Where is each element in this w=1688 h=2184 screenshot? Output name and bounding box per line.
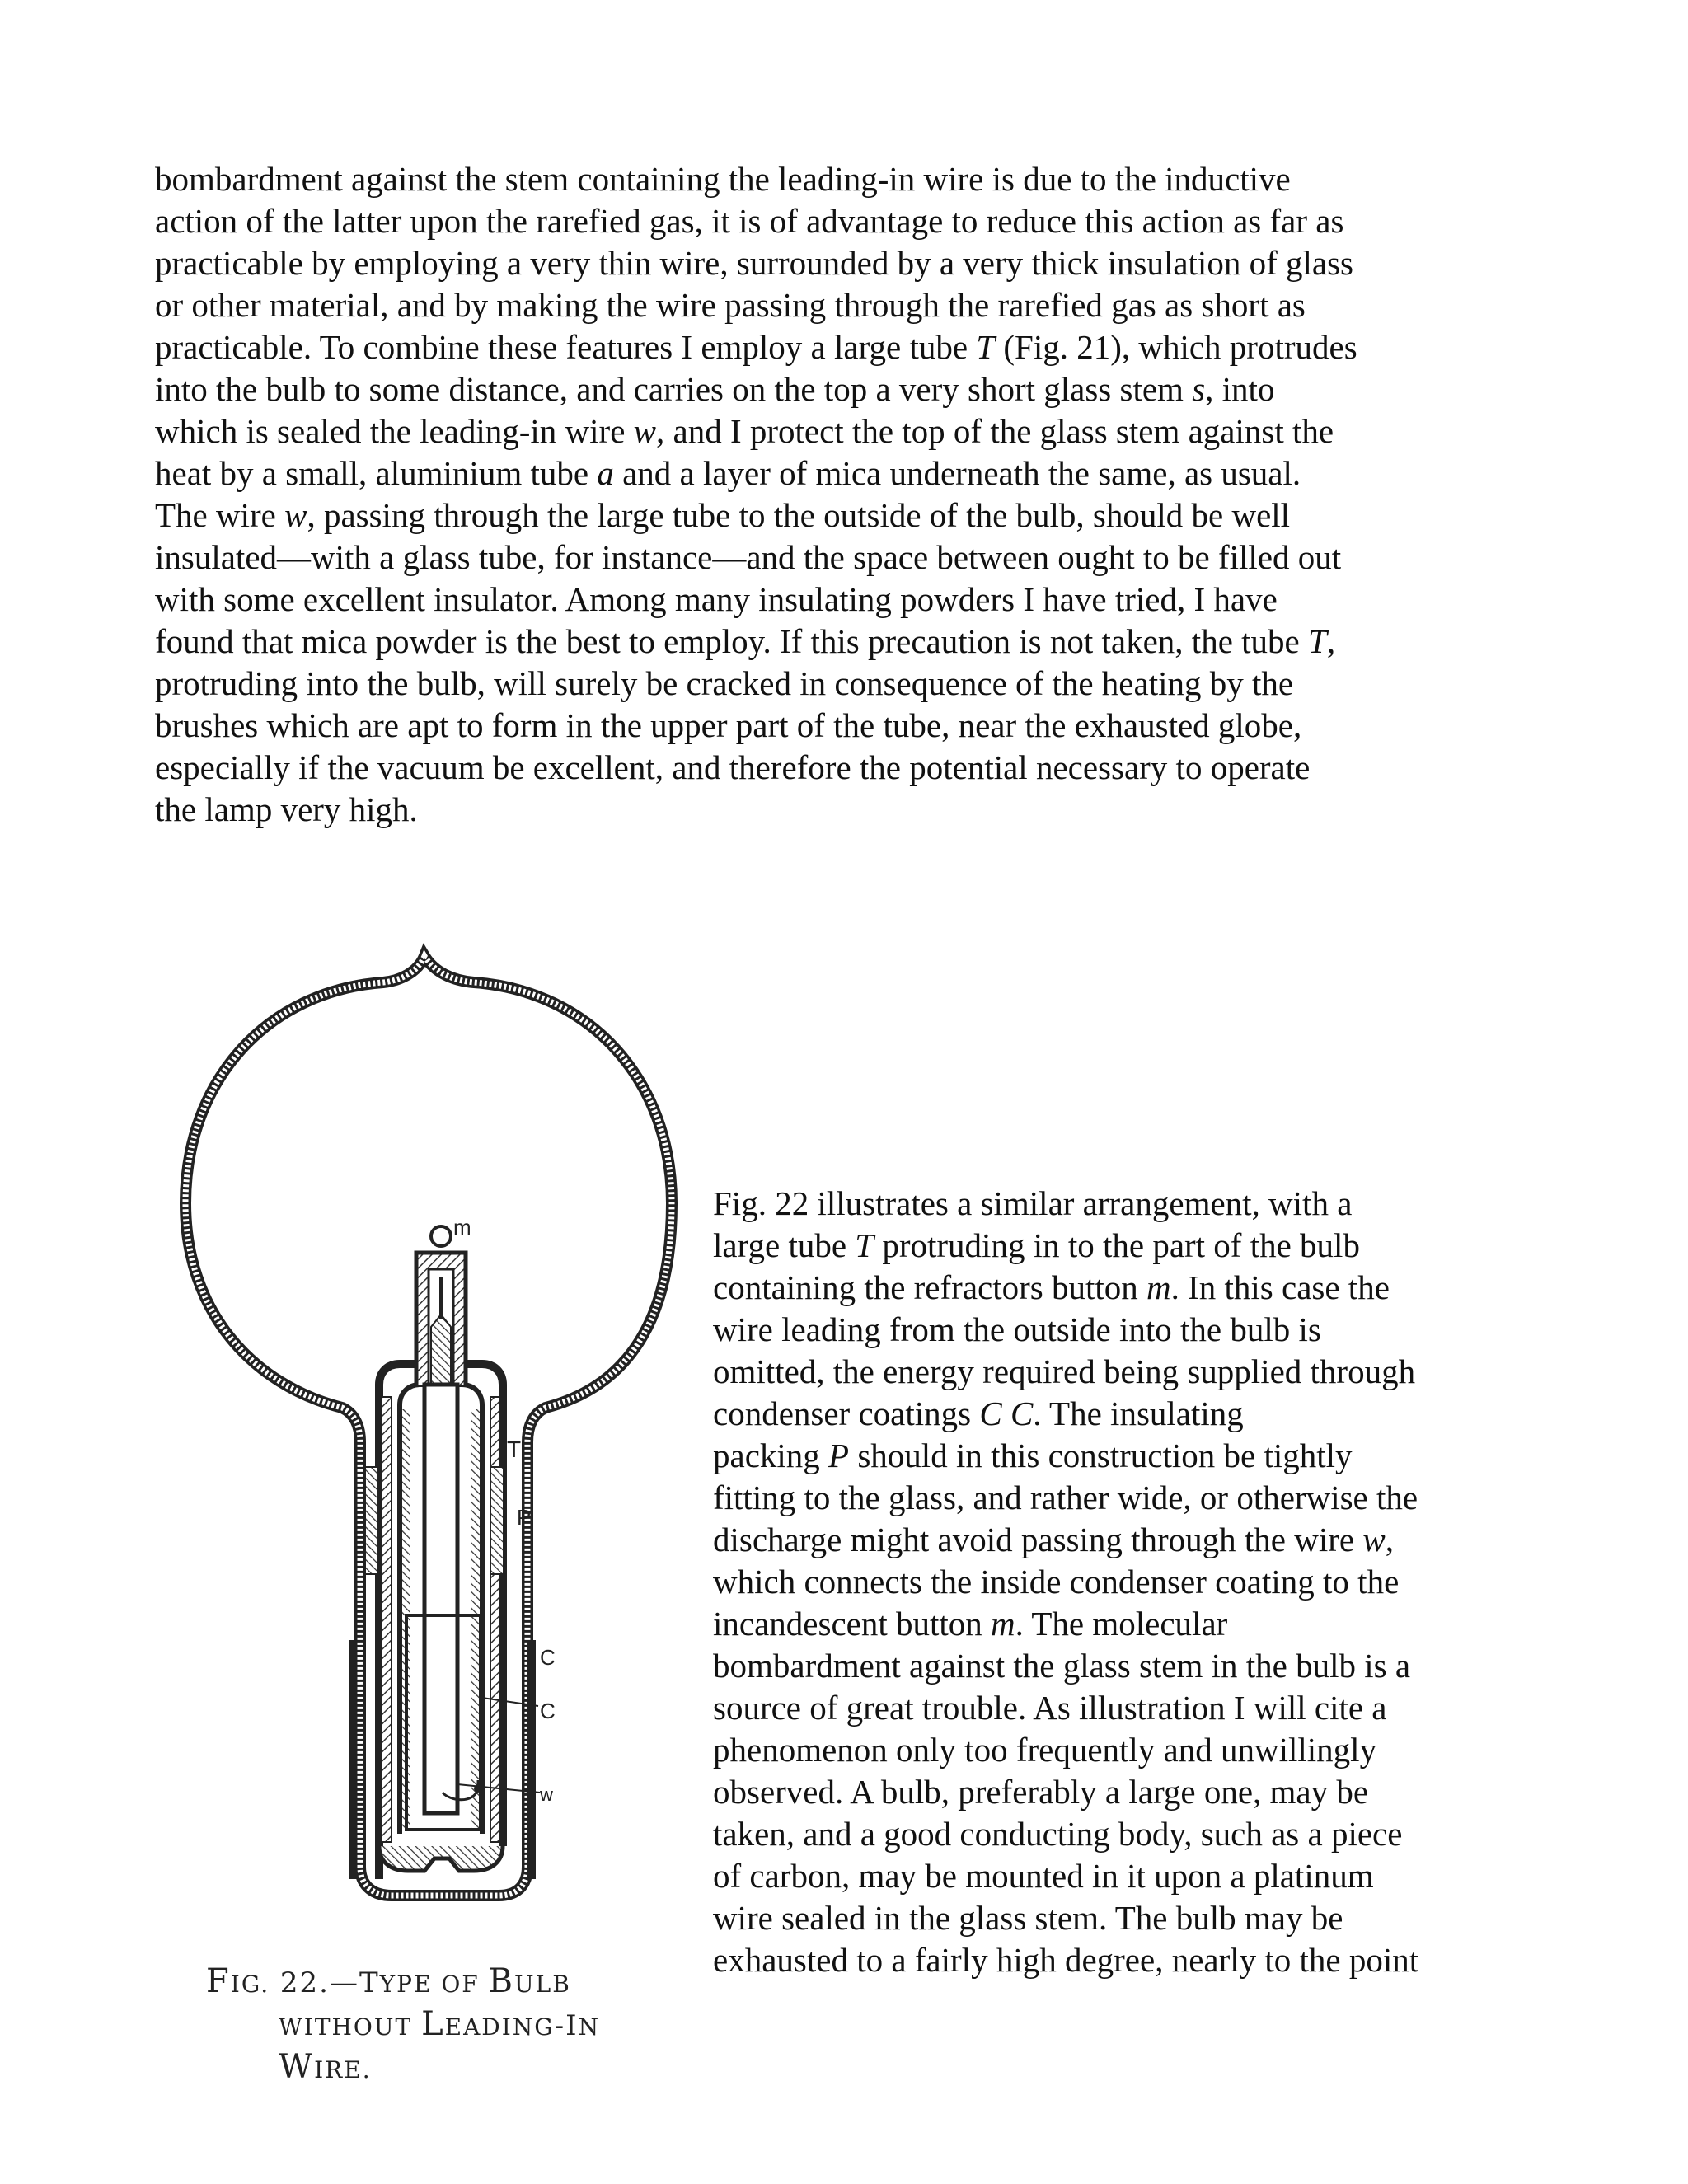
text-line: discharge might avoid passing through the wire w, <box>713 1521 1394 1558</box>
text-line: of carbon, may be mounted in it upon a platinum <box>713 1857 1374 1895</box>
text-line: incandescent button m. The molecular <box>713 1605 1228 1643</box>
text-line: packing P should in this construction be tightly <box>713 1436 1353 1474</box>
label-P: P <box>517 1505 532 1530</box>
label-C2: C <box>540 1699 556 1723</box>
text-line: which is sealed the leading-in wire w, and I protect the top of the glass stem against the <box>155 412 1334 450</box>
tube-base <box>379 1846 503 1871</box>
text-line: practicable. To combine these features I employ a large tube T (Fig. 21), which protrudes <box>155 328 1357 366</box>
text-line: omitted, the energy required being supplied through <box>713 1352 1416 1390</box>
text-line: or other material, and by making the wire passing through the rarefied gas as short as <box>155 286 1306 324</box>
text-line: large tube T protruding in to the part of the bulb <box>713 1226 1360 1264</box>
text-line: protruding into the bulb, will surely be cracked in consequence of the heating by the <box>155 664 1294 702</box>
text-line: Fig. 22 illustrates a similar arrangement, with a <box>713 1184 1353 1222</box>
text-line: bombardment against the glass stem in the bulb is a <box>713 1647 1411 1685</box>
text-line: action of the latter upon the rarefied gas, it is of advantage to reduce this action as far as <box>155 202 1344 240</box>
caption-line: WITHOUT LEADING-IN <box>279 2005 601 2043</box>
figure-22-bulb-drawing <box>177 940 705 1978</box>
text-line: which connects the inside condenser coating to the <box>713 1563 1400 1601</box>
text-line: heat by a small, aluminium tube a and a layer of mica underneath the same, as usual. <box>155 454 1301 492</box>
text-line: practicable by employing a very thin wire, surrounded by a very thick insulation of glass <box>155 244 1353 282</box>
figure-caption <box>206 1961 701 2090</box>
text-line: containing the refractors button m. In this case the <box>713 1268 1390 1306</box>
label-w: w <box>540 1784 553 1805</box>
insulating-packing-P <box>490 1467 504 1574</box>
text-line: found that mica powder is the best to employ. If this precaution is not taken, the tube T, <box>155 622 1336 660</box>
text-line: bombardment against the stem containing the leading-in wire is due to the inductive <box>155 160 1291 198</box>
text-line: The wire w, passing through the large tube to the outside of the bulb, should be well <box>155 496 1291 534</box>
text-line: wire sealed in the glass stem. The bulb may be <box>713 1899 1343 1937</box>
text-line: the lamp very high. <box>155 790 418 828</box>
text-line: with some excellent insulator. Among many insulating powders I have tried, I have <box>155 580 1278 618</box>
text-line: especially if the vacuum be excellent, and therefore the potential necessary to operate <box>155 748 1311 786</box>
text-line: exhausted to a fairly high degree, nearly to the point <box>713 1941 1419 1979</box>
text-line: observed. A bulb, preferably a large one, may be <box>713 1773 1369 1811</box>
caption-line: FIG. 22.—TYPE OF BULB <box>206 1962 571 2000</box>
text-line: into the bulb to some distance, and carries on the top a very short glass stem s, into <box>155 370 1275 408</box>
label-m: m <box>453 1215 471 1240</box>
caption-line: WIRE. <box>279 2048 372 2086</box>
text-line: insulated—with a glass tube, for instance—and the space between ought to be filled out <box>155 538 1342 576</box>
refractory-button-m <box>431 1226 451 1246</box>
text-line: condenser coatings C C. The insulating <box>713 1394 1244 1432</box>
text-line: source of great trouble. As illustration I will cite a <box>713 1689 1387 1727</box>
text-line: phenomenon only too frequently and unwillingly <box>713 1731 1377 1769</box>
text-line: taken, and a good conducting body, such as a piece <box>713 1815 1403 1853</box>
label-C1: C <box>540 1645 556 1670</box>
text-line: brushes which are apt to form in the upper part of the tube, near the exhausted globe, <box>155 706 1302 744</box>
text-line: fitting to the glass, and rather wide, or otherwise the <box>713 1479 1418 1516</box>
label-T: T <box>507 1436 522 1462</box>
text-line: wire leading from the outside into the bulb is <box>713 1310 1321 1348</box>
condenser-coating-outer <box>528 1640 536 1879</box>
